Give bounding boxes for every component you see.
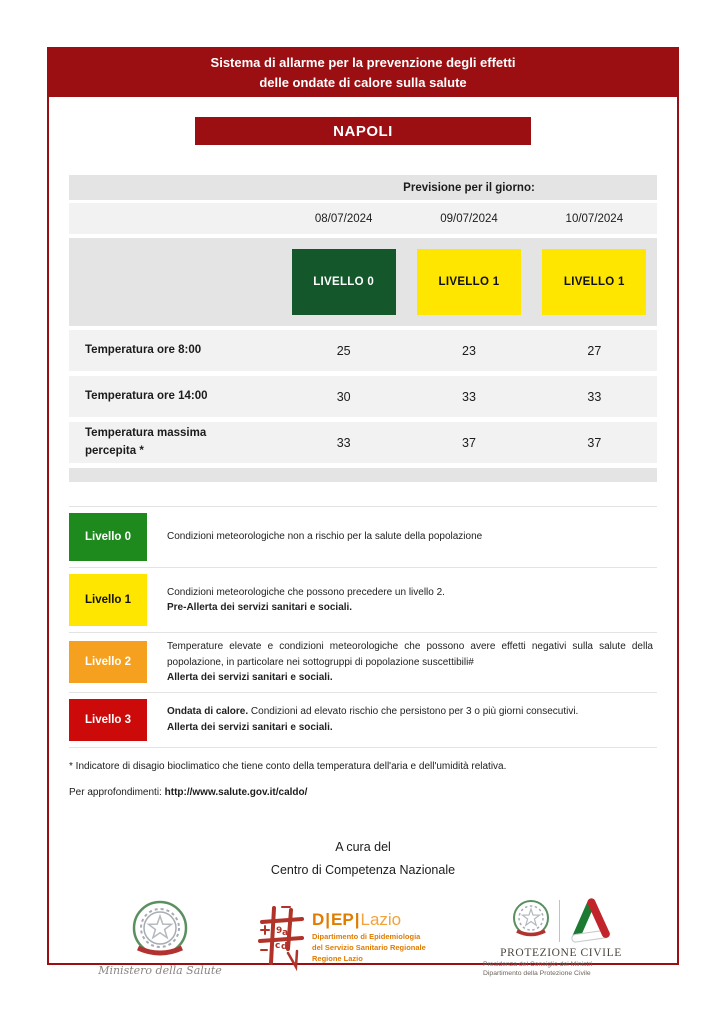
bulletin-card [47,47,679,978]
bulletin-title-line2: delle ondate di calore sulla salute [259,75,467,90]
legend-desc-level-3-rest: Condizioni ad elevato rischio che persistono per 3 o più giorni consecutivi. [248,706,579,717]
svg-text:9: 9 [276,926,283,937]
dep-bar-icon: | [325,910,331,930]
pc-line1: Presidenza del Consiglio dei Ministri [483,960,593,968]
legend-desc-level-2-line2: Allerta dei servizi sanitari e sociali. [167,672,333,683]
forecast-date-1: 08/07/2024 [314,212,373,225]
dep-line1: Dipartimento di Epidemiologia [312,932,421,942]
dep-letters-ep: EP [331,910,354,930]
dep-line2: del Servizio Sanitario Regionale [312,943,426,953]
forecast-dates-row [69,203,657,234]
table-row-temp-max [69,422,657,463]
legend-badge-level-1: Livello 1 [69,574,147,626]
legend-desc-level-0: Condizioni meteorologiche non a rischio per la salute della popolazione [167,531,483,543]
more-info-link[interactable]: http://www.salute.gov.it/caldo/ [164,786,308,798]
legend-row-level-3 [69,693,657,748]
dep-letter-d: D [312,910,325,930]
ministero-salute-caption: Ministero della Salute [98,963,222,977]
legend-desc-level-3-line2: Allerta dei servizi sanitari e sociali. [167,721,333,733]
temp-14-day2: 33 [462,389,476,404]
row-label-temp-max: Temperatura massima percepita * [85,427,207,457]
temp-max-day1: 33 [336,435,351,450]
table-row-temp-8 [69,330,657,371]
dep-lazio-title [312,911,426,928]
table-row-temp-14 [69,376,657,417]
protezione-civile-title: PROTEZIONE CIVILE [500,946,622,959]
temp-14-day1: 30 [336,389,351,404]
footnote-asterisk: * Indicatore di disagio bioclimatico che tiene conto della temperatura dell'aria e dell'umidità relativa. [69,760,507,772]
bulletin-header [49,49,677,97]
credits [49,836,677,882]
dep-lazio-logo [258,905,458,971]
dep-line3: Regione Lazio [312,954,363,964]
level-badge-day2: LIVELLO 1 [417,249,521,315]
legend-row-level-0 [69,507,657,568]
pc-line2: Dipartimento della Protezione Civile [483,970,591,978]
ministero-salute-emblem-icon [124,900,196,962]
forecast-table [69,175,657,482]
legend-desc-level-1-line2: Pre-Allerta dei servizi sanitari e sociali. [167,602,353,613]
svg-text:a: a [282,928,289,939]
levels-legend [69,506,657,748]
legend-badge-level-2: Livello 2 [69,641,147,683]
legend-desc-level-2-line1: Temperature elevate e condizioni meteorologiche che possono avere effetti negativi sulla salute della popolazione, in particolare nei sottogruppi di popolazione suscettibili# [167,641,653,668]
legend-desc-level-3-bold: Ondata di calore. [167,706,249,717]
temp-8-day3: 27 [587,343,602,358]
temp-14-day3: 33 [587,389,602,404]
dep-lazio-word: Lazio [360,910,402,930]
dep-lazio-glyph-icon [258,905,304,971]
temp-8-day1: 25 [336,343,351,358]
bulletin-title-line1: Sistema di allarme per la prevenzione degli effetti [210,54,516,70]
legend-row-level-1 [69,568,657,633]
forecast-levels-row [69,238,657,326]
level-badge-day3: LIVELLO 1 [542,249,646,315]
svg-text:d: d [281,942,288,953]
row-label-temp-14: Temperatura ore 14:00 [85,389,208,402]
pc-divider [559,900,560,942]
ministero-salute-logo [85,900,235,977]
table-closer-band [69,468,657,482]
protezione-civile-logo [481,898,641,979]
row-label-temp-8: Temperatura ore 8:00 [85,343,202,356]
svg-text:c: c [275,941,281,952]
forecast-date-2: 09/07/2024 [440,212,498,225]
more-info-label: Per approfondimenti: [69,786,162,798]
footnote-more-info [69,786,657,800]
credits-line2: Centro di Competenza Nazionale [270,862,456,877]
legend-row-level-2 [69,633,657,693]
legend-desc-level-1-line1: Condizioni meteorologiche che possono precedere un livello 2. [167,586,445,598]
level-badge-day1: LIVELLO 0 [292,249,396,315]
temp-max-day3: 37 [587,435,602,450]
city-title: NAPOLI [195,117,531,145]
legend-badge-level-0: Livello 0 [69,513,147,561]
temp-max-day2: 37 [462,435,476,450]
legend-badge-level-3: Livello 3 [69,699,147,741]
republic-emblem-icon [510,899,552,943]
forecast-header-label: Previsione per il giorno: [403,181,535,194]
dep-bar-icon: | [354,910,360,930]
footer-logos [85,898,641,979]
forecast-header-row [69,175,657,200]
temp-8-day2: 23 [462,343,476,358]
protezione-civile-triangle-icon [567,898,613,944]
credits-line1: A cura del [335,839,391,854]
forecast-date-3: 10/07/2024 [565,212,624,225]
